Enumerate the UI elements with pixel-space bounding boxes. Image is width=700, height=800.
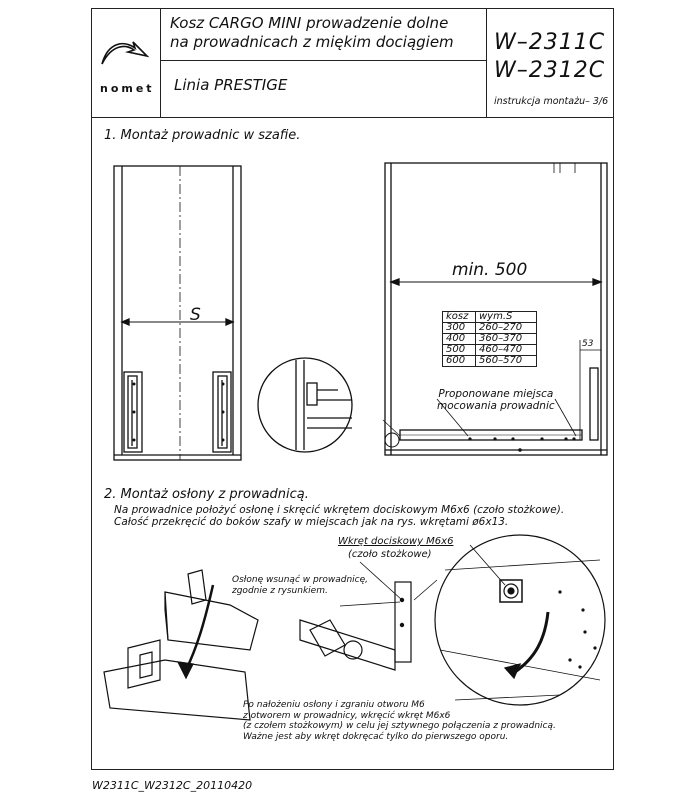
screw-label-line2: (czoło stożkowe) (348, 549, 432, 560)
dimension-s-label: S (190, 305, 201, 325)
table-header-cell: wym.S (476, 312, 537, 323)
bottom-note-line3: (z czołem stożkowym) w celu jej sztywnego połączenia z prowadnicą. (243, 721, 556, 731)
cover-note-line1: Osłonę wsunąć w prowadnicę, (232, 575, 369, 585)
table-cell: 260–270 (476, 323, 537, 334)
table-cell: 560–570 (476, 356, 537, 367)
section2-title: 2. Montaż osłony z prowadnicą. (104, 487, 309, 502)
table-cell: 500 (443, 345, 476, 356)
proposed-line2: mocowania prowadnic (437, 400, 555, 412)
section2-instr-line2: Całość przekręcić do boków szafy w miejscach jak na rys. wkrętami ø6x13. (114, 516, 509, 528)
table-header-cell: kosz (443, 312, 476, 323)
table-cell: 400 (443, 334, 476, 345)
dimension-min-label: min. 500 (452, 260, 528, 280)
table-cell: 600 (443, 356, 476, 367)
cover-note-line2: zgodnie z rysunkiem. (232, 585, 328, 596)
section1-title: 1. Montaż prowadnic w szafie. (104, 128, 301, 143)
proposed-line1: Proponowane miejsca (438, 388, 554, 400)
table-cell: 360–370 (476, 334, 537, 345)
bottom-note (243, 700, 556, 742)
product-title-line1: Kosz CARGO MINI prowadzenie dolne (170, 14, 449, 32)
product-line: Linia PRESTIGE (174, 76, 288, 94)
screw-label-line1: Wkręt dociskowy M6x6 (338, 536, 454, 547)
logo-text: nomet (100, 82, 155, 95)
section2-instr-line1: Na prowadnice położyć osłonę i skręcić wkrętem dociskowym M6x6 (czoło stożkowe). (114, 504, 565, 516)
bottom-note-line2: z otworem w prowadnicy, wkręcić wkręt M6x6 (243, 710, 451, 721)
dimension-53-label: 53 (582, 339, 594, 349)
table-cell: 300 (443, 323, 476, 334)
instruction-page: instrukcja montażu– 3/6 (494, 96, 609, 107)
product-title-line2: na prowadnicach z miękim dociągiem (170, 33, 454, 51)
product-code-1: W–2311C (494, 30, 606, 55)
bottom-note-line4: Ważne jest aby wkręt dokręcać tylko do pierwszego oporu. (243, 731, 509, 742)
product-code-2: W–2312C (494, 58, 606, 83)
table-cell: 460–470 (476, 345, 537, 356)
document-code-footer: W2311C_W2312C_20110420 (92, 779, 253, 792)
bottom-note-line1: Po nałożeniu osłony i zgraniu otworu M6 (243, 700, 425, 710)
